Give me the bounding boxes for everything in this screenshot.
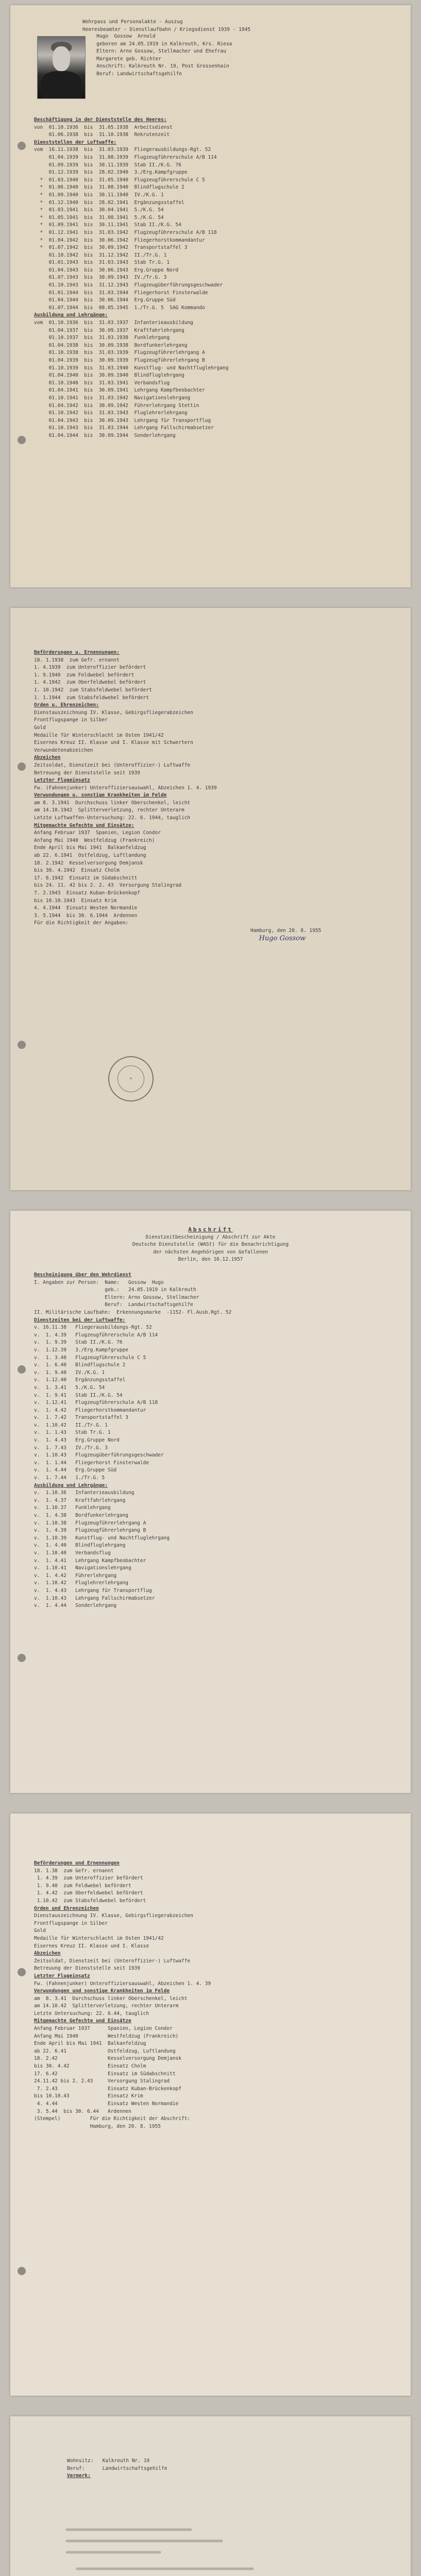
- text-line: Eltern: Arno Gossow, Stellmacher und Ehefrau: [88, 48, 226, 55]
- text-line: 17. 6.42 Einsatz im Südabschnitt: [34, 2071, 176, 2077]
- text-line: vom 01.10.1936 bis 31.03.1937 Infanterieausbildung: [34, 320, 193, 326]
- text-line: 01.10.1943 bis 31.12.1943 Flugzeugüberführungsgeschwader: [34, 282, 223, 289]
- text-line: Medaille für Winterschlacht im Osten 1941/42: [34, 1935, 164, 1941]
- text-line: am 8. 3.41 Durchschuss linker Oberschenkel, leicht: [34, 1995, 188, 2002]
- text-line: 01.01.1943 bis 31.03.1943 Stab Tr.G. 1: [34, 260, 170, 266]
- text-line: v. 1.10.43 Lehrgang Fallschirmabsetzer: [34, 1595, 155, 1601]
- text-line: * 01.09.1940 bis 30.11.1940 IV./K.G. 1: [34, 192, 164, 198]
- text-line: 7. 2.1943 Einsatz Kuban-Brückenkopf: [34, 890, 140, 896]
- text-line: Beruf: Landwirtschaftsgehilfe: [34, 1302, 193, 1308]
- text-line: 01.04.1944 bis 30.09.1944 Sonderlehrgang: [34, 432, 176, 438]
- text-line: Anfang Februar 1937 Spanien, Legion Condor: [34, 830, 161, 836]
- text-line: 01.04.1941 bis 30.09.1941 Lehrgang Kampfbeobachter: [34, 387, 205, 394]
- page-body: [88, 33, 395, 78]
- header-line: Dienstzeitbescheinigung / Abschrift zur Akte: [145, 1234, 276, 1240]
- section-heading: Orden u. Ehrenzeichen:: [34, 702, 99, 708]
- text-line: 1. 4.1942 zum Oberfeldwebel befördert: [34, 680, 146, 686]
- text-line: 01.06.1938 bis 31.10.1938 Rekrutenzeit: [34, 132, 170, 138]
- text-line: Für die Richtigkeit der Angaben:: [34, 920, 129, 926]
- text-line: Frontflugspange in Silber: [34, 717, 108, 723]
- document-page-3: [10, 1211, 411, 1793]
- portrait-face: [53, 46, 70, 71]
- text-line: geboren am 24.05.1919 in Kalkreuth, Krs. Riesa: [88, 41, 232, 47]
- text-line: (Stempel) Für die Richtigkeit der Abschrift:: [34, 2116, 191, 2122]
- text-line: am 8. 3.1941 Durchschuss linker Oberschenkel, leicht: [34, 800, 191, 806]
- section-heading: Abzeichen: [34, 755, 61, 761]
- text-line: v. 1. 4.39 Flugzeugführerschule A/B 114: [34, 1332, 158, 1338]
- section-heading: Orden und Ehrenzeichen: [34, 1905, 99, 1911]
- text-line: Letzte Untersuchung: 22. 6.44, tauglich: [34, 2010, 149, 2016]
- page-body-main: [34, 116, 395, 440]
- text-line: 01.10.1941 bis 31.03.1942 Navigationslehrgang: [34, 395, 191, 401]
- punch-hole: [18, 1041, 26, 1049]
- section-heading: Abzeichen: [34, 1951, 61, 1957]
- text-line: Hamburg, den 20. 8. 1955: [250, 927, 322, 934]
- text-line: v. 1. 1.44 Fliegerhorst Finsterwalde: [34, 1460, 149, 1466]
- text-line: Eisernes Kreuz II. Klasse und I. Klasse: [34, 1943, 149, 1949]
- page-body: [67, 2458, 390, 2480]
- section-heading: Letzter Flugeinsatz: [34, 777, 90, 784]
- text-line: v. 1.10.42 II./Tr.G. 1: [34, 1422, 108, 1428]
- text-line: v. 1. 3.41 5./K.G. 54: [34, 1384, 105, 1391]
- text-line: Anschrift: Kalkreuth Nr. 19, Post Grossenhain: [88, 63, 229, 70]
- text-line: bis 30. 4.42 Einsatz Cholm: [34, 2063, 146, 2070]
- page-header: [82, 19, 390, 33]
- document-page-4: [10, 1814, 411, 2396]
- text-line: 1. 4.1939 zum Unteroffizier befördert: [34, 665, 146, 671]
- text-line: 3. 5.44 bis 30. 6.44 Ardennen: [34, 2108, 131, 2114]
- text-line: v. 1.10.40 Verbandsflug: [34, 1550, 111, 1556]
- section-heading: Vermerk:: [67, 2473, 91, 2479]
- text-line: 01.04.1939 bis 30.09.1939 Flugzeugführerlehrgang B: [34, 358, 205, 363]
- text-line: Zeitsoldat, Dienstzeit bei (Unteroffizier-) Luftwaffe: [34, 1958, 191, 1964]
- text-line: v. 1. 9.41 Stab II./K.G. 54: [34, 1392, 123, 1398]
- page-title-block: [31, 1226, 390, 1264]
- text-line: 1. 4.39 zum Unteroffizier befördert: [34, 1875, 143, 1882]
- faded-text-block: [57, 2519, 380, 2576]
- section-heading: Letzter Flugeinsatz: [34, 1973, 90, 1979]
- text-line: Anfang Mai 1940 Westfeldzug (Frankreich): [34, 837, 155, 843]
- header-line: Berlin, den 10.12.1957: [178, 1257, 243, 1263]
- text-line: am 14.10.42 Splitterverletzung, rechter Unterarm: [34, 2003, 179, 2009]
- text-line: * 01.04.1942 bis 30.06.1942 Fliegerhorstkommandantur: [34, 237, 205, 243]
- text-line: 18. 1.1938 zum Gefr. ernannt: [34, 657, 120, 663]
- document-page-2: [10, 608, 411, 1190]
- text-line: 1.10.42 zum Stabsfeldwebel befördert: [34, 1897, 146, 1904]
- portrait-photo: [37, 36, 86, 99]
- text-line: Fw. (Fahnenjunker) Unteroffiziersauswahl, Abzeichen 1. 4. 39: [34, 1980, 211, 1987]
- section-heading: Ausbildung und Lehrgänge:: [34, 312, 108, 318]
- text-line: v. 1.10.41 Navigationslehrgang: [34, 1565, 131, 1571]
- text-line: Dienstauszeichnung IV. Klasse, Gebirgsfliegerabzeichen: [34, 1913, 193, 1919]
- text-line: Betreuung der Dienststelle seit 1939: [34, 770, 140, 776]
- text-line: v. 1. 6.40 Blindflugschule 2: [34, 1362, 126, 1368]
- text-line: II. Militärische Laufbahn: Erkennungsmarke -1152- Fl.Ausb.Rgt. 52: [34, 1309, 232, 1315]
- text-line: v. 1.12.40 Ergänzungsstaffel: [34, 1377, 126, 1383]
- text-line: Letzte Luftwaffen-Untersuchung: 22. 6. 1944, tauglich: [34, 815, 191, 821]
- text-line: v. 1. 4.43 Lehrgang für Transportflug: [34, 1587, 152, 1594]
- text-line: geb.: 24.05.1919 in Kalkreuth: [34, 1287, 196, 1293]
- text-line: 01.10.1938 bis 31.03.1939 Flugzeugführerlehrgang A: [34, 350, 205, 356]
- text-line: 17. 6.1942 Einsatz im Südabschnitt: [34, 875, 138, 881]
- text-line: v. 1. 4.37 Kraftfahrlehrgang: [34, 1497, 126, 1503]
- text-line: Gold: [34, 724, 46, 731]
- text-line: v. 1. 4.38 Bordfunkerlehrgang: [34, 1513, 129, 1518]
- document-page-5: [10, 2416, 411, 2576]
- text-line: v. 1. 7.43 IV./Tr.G. 3: [34, 1445, 108, 1451]
- punch-hole: [18, 142, 26, 150]
- header-line: Wehrpass und Personalakte - Auszug: [82, 19, 183, 25]
- page-body: [34, 649, 395, 942]
- text-line: v. 1.10.37 Funklehrgang: [34, 1505, 111, 1511]
- text-line: v. 1. 4.44 Sonderlehrgang: [34, 1603, 117, 1609]
- text-line: v. 1. 4.44 Erg.Gruppe Süd: [34, 1467, 117, 1473]
- text-line: 01.09.1939 bis 30.11.1939 Stab II./K.G. 76: [34, 162, 181, 168]
- text-line: v. 1. 9.39 Stab II./K.G. 76: [34, 1340, 123, 1346]
- section-heading: Dienststellen der Luftwaffe:: [34, 139, 117, 145]
- text-line: Hamburg, den 20. 8. 1955: [34, 2123, 161, 2129]
- text-line: Margarete geb. Richter: [88, 56, 161, 62]
- text-line: 01.07.1944 bis 08.05.1945 1./Tr.G. 5 SAG Kommando: [34, 304, 205, 311]
- text-line: Eltern: Arno Gossow, Stellmacher: [34, 1294, 199, 1300]
- portrait-uniform: [41, 71, 81, 98]
- text-line: v. 1.10.43 Flugzeugüberführungsgeschwader: [34, 1452, 164, 1459]
- text-line: Anfang Februar 1937 Spanien, Legion Condor: [34, 2026, 173, 2032]
- punch-hole: [18, 762, 26, 771]
- header-line: Deutsche Dienststelle (WASt) für die Benachrichtigung: [132, 1242, 289, 1248]
- text-line: 4. 4.1944 Einsatz Westen Normandie: [34, 905, 138, 911]
- page-body: [34, 1272, 395, 1610]
- text-line: v. 1.10.38 Flugzeugführerlehrgang A: [34, 1520, 146, 1526]
- text-line: 01.10.1943 bis 31.03.1944 Lehrgang Fallschirmabsetzer: [34, 425, 214, 431]
- text-line: Eisernes Kreuz II. Klasse und I. Klasse mit Schwertern: [34, 740, 193, 746]
- official-stamp: [108, 1056, 154, 1101]
- text-line: v. 1. 4.42 Fliegerhorstkommandantur: [34, 1407, 146, 1413]
- text-line: v. 1. 3.40 Flugzeugführerschule C 5: [34, 1354, 146, 1361]
- text-line: Beruf: Landwirtschaftsgehilfe: [88, 71, 182, 77]
- text-line: 01.04.1940 bis 30.09.1940 Blindfluglehrgang: [34, 372, 184, 379]
- text-line: v. 1.12.41 Flugzeugführerschule A/B 118: [34, 1400, 158, 1406]
- text-line: 01.04.1944 bis 30.06.1944 Erg.Gruppe Süd: [34, 297, 176, 303]
- text-line: 01.04.1939 bis 31.08.1939 Flugzeugführerschule A/B 114: [34, 154, 217, 160]
- text-line: 7. 2.43 Einsatz Kuban-Brückenkopf: [34, 2086, 181, 2092]
- text-line: 1. 9.1940 zum Feldwebel befördert: [34, 672, 134, 678]
- text-line: v. 16.11.38 Fliegerausbildungs-Rgt. 52: [34, 1325, 152, 1331]
- page-body: [34, 1860, 395, 2130]
- text-line: * 01.05.1941 bis 31.08.1941 5./K.G. 54: [34, 214, 164, 221]
- text-line: 01.10.1942 bis 31.12.1942 II./Tr.G. 1: [34, 252, 167, 258]
- text-line: 1. 1.1944 zum Stabsfeldwebel befördert: [34, 694, 149, 701]
- text-line: Ende April bis Mai 1941 Balkanfeldzug: [34, 845, 146, 851]
- text-line: v. 1.10.39 Kunstflug- und Nachtfluglehrgang: [34, 1535, 170, 1541]
- punch-hole: [18, 436, 26, 444]
- text-line: Fw. (Fahnenjunker) Unteroffiziersauswahl, Abzeichen 1. 4. 1939: [34, 785, 217, 791]
- text-line: bis 10.10.43 Einsatz Krim: [34, 2093, 143, 2099]
- text-line: 18. 2.1942 Kesselversorgung Demjansk: [34, 860, 143, 866]
- faded-writing: [57, 2519, 366, 2576]
- text-line: * 01.03.1941 bis 30.04.1941 5./K.G. 54: [34, 207, 164, 213]
- text-line: 3. 5.1944 bis 30. 6.1944 Ardennen: [34, 912, 138, 919]
- section-heading: Beschäftigung in der Dienststelle des Heeres:: [34, 117, 167, 123]
- punch-hole: [18, 1365, 26, 1374]
- text-line: bis 30. 4.1942 Einsatz Cholm: [34, 868, 120, 874]
- text-line: Verwundetenabzeichen: [34, 747, 93, 753]
- text-line: * 01.06.1940 bis 31.08.1940 Blindflugschule 2: [34, 184, 184, 191]
- text-line: von 01.10.1936 bis 31.05.1938 Arbeitsdienst: [34, 124, 173, 130]
- text-line: 01.04.1943 bis 30.09.1943 Lehrgang für Transportflug: [34, 417, 211, 423]
- text-line: 24.11.42 bis 2. 2.43 Versorgung Stalingrad: [34, 2078, 170, 2084]
- section-heading: Beförderungen u. Ernennungen:: [34, 650, 120, 655]
- text-line: v. 1.10.42 Fluglehrerlehrgang: [34, 1580, 129, 1586]
- text-line: ab 22. 6.41 Ostfeldzug, Luftlandung: [34, 2048, 176, 2054]
- text-line: ab 22. 6.1941 Ostfeldzug, Luftlandung: [34, 853, 146, 859]
- text-line: 01.10.1940 bis 31.03.1941 Verbandsflug: [34, 380, 170, 386]
- text-line: Zeitsoldat, Dienstzeit bei (Unteroffizier-) Luftwaffe: [34, 762, 191, 768]
- page-title: Abschrift: [188, 1226, 233, 1233]
- section-heading: Ausbildung und Lehrgänge:: [34, 1482, 108, 1488]
- text-line: am 14.10.1942 Splitterverletzung, rechter Unterarm: [34, 807, 184, 814]
- text-line: 01.04.1937 bis 30.09.1937 Kraftfahrlehrgang: [34, 327, 184, 333]
- header-line: der nächsten Angehörigen von Gefallenen: [153, 1249, 268, 1255]
- text-line: 1. 10.1942 zum Stabsfeldwebel befördert: [34, 687, 152, 693]
- text-line: 18. 2.42 Kesselversorgung Demjansk: [34, 2056, 181, 2062]
- section-heading: Verwundungen u. sonstige Krankheiten im Felde: [34, 792, 167, 799]
- text-line: Ende April bis Mai 1941 Balkanfeldzug: [34, 2041, 146, 2047]
- text-line: * 01.03.1940 bis 31.05.1940 Flugzeugführerschule C 5: [34, 177, 205, 183]
- text-line: Beruf: Landwirtschaftsgehilfe: [67, 2465, 167, 2471]
- text-line: v. 1. 4.39 Flugzeugführerlehrgang B: [34, 1528, 146, 1534]
- header-line: Heeresbeamter - Dienstlaufbahn / Kriegsdienst 1939 - 1945: [82, 26, 251, 32]
- text-line: * 01.09.1941 bis 30.11.1941 Stab II./K.G. 54: [34, 222, 181, 228]
- text-line: 01.10.1942 bis 31.03.1943 Fluglehrerlehrgang: [34, 410, 188, 416]
- text-line: 01.07.1943 bis 30.09.1943 IV./Tr.G. 3: [34, 275, 167, 281]
- text-line: bis 24. 11. 42 bis 2. 2. 43 Versorgung Stalingrad: [34, 883, 181, 889]
- text-line: v. 1. 7.42 Transportstaffel 3: [34, 1415, 129, 1421]
- text-line: v. 1. 4.42 Führerlehrgang: [34, 1572, 117, 1579]
- text-line: Betreuung der Dienststelle seit 1939: [34, 1965, 140, 1972]
- section-heading: Verwundungen und sonstige Krankheiten im Felde: [34, 1988, 170, 1994]
- text-line: Wohnsitz: Kalkreuth Nr. 19: [67, 2458, 150, 2464]
- text-line: * 01.12.1940 bis 28.02.1941 Ergänzungsstaffel: [34, 199, 184, 206]
- section-heading: Dienstzeiten bei der Luftwaffe:: [34, 1317, 126, 1323]
- text-line: v. 1. 1.43 Stab Tr.G. 1: [34, 1430, 111, 1436]
- section-heading: Mitgemachte Gefechte und Einsätze:: [34, 822, 134, 828]
- text-line: v. 1. 4.43 Erg.Gruppe Nord: [34, 1437, 120, 1444]
- punch-hole: [18, 1654, 26, 1662]
- text-line: * 01.12.1941 bis 31.03.1942 Flugzeugführerschule A/B 118: [34, 229, 217, 235]
- section-heading: Bescheinigung über den Wehrdienst: [34, 1272, 131, 1278]
- signature-line: Hugo Gossow: [250, 935, 306, 942]
- document-page-1: [10, 5, 411, 587]
- text-line: v. 1.12.39 3./Erg.Kampfgruppe: [34, 1347, 129, 1353]
- text-line: 01.04.1943 bis 30.06.1943 Erg.Gruppe Nord: [34, 267, 179, 273]
- section-heading: Mitgemachte Gefechte und Einsätze: [34, 2018, 131, 2024]
- text-line: 01.01.1944 bis 31.03.1944 Fliegerhorst Finsterwalde: [34, 290, 208, 296]
- text-line: v. 1. 7.44 1./Tr.G. 5: [34, 1475, 105, 1481]
- text-line: vom 16.11.1938 bis 31.03.1939 Fliegerausbildungs-Rgt. 52: [34, 147, 211, 153]
- text-line: 01.04.1942 bis 30.09.1942 Führerlehrgang Stettin: [34, 402, 199, 409]
- text-line: Medaille für Winterschlacht im Osten 1941/42: [34, 732, 164, 738]
- text-line: Frontflugspange in Silber: [34, 1920, 108, 1926]
- text-line: 01.04.1938 bis 30.09.1938 Bordfunkerlehrgang: [34, 342, 188, 348]
- text-line: v. 1. 4.40 Blindfluglehrgang: [34, 1543, 126, 1549]
- text-line: 01.10.1937 bis 31.03.1938 Funklehrgang: [34, 335, 170, 341]
- text-line: bis 10.10.1943 Einsatz Krim: [34, 897, 117, 904]
- text-line: 1. 4.42 zum Oberfeldwebel befördert: [34, 1890, 143, 1896]
- text-line: Gold: [34, 1928, 46, 1934]
- punch-hole: [18, 2267, 26, 2275]
- text-line: 1. 9.40 zum Feldwebel befördert: [34, 1883, 131, 1889]
- text-line: Dienstauszeichnung IV. Klasse, Gebirgsfliegerabzeichen: [34, 709, 193, 716]
- text-line: v. 1. 9.40 IV./K.G. 1: [34, 1369, 105, 1376]
- text-line: v. 1.10.36 Infanterieausbildung: [34, 1490, 134, 1496]
- punch-hole: [18, 1968, 26, 1976]
- text-line: I. Angaben zur Person: Name: Gossow Hugo: [34, 1279, 164, 1285]
- text-line: 18. 1.38 zum Gefr. ernannt: [34, 1868, 114, 1874]
- text-line: 01.10.1939 bis 31.03.1940 Kunstflug- und Nachtfluglehrgang: [34, 365, 229, 371]
- stamp-eagle-icon: ✠: [117, 1065, 144, 1092]
- text-line: * 01.07.1942 bis 30.09.1942 Transportstaffel 3: [34, 245, 188, 251]
- text-line: Anfang Mai 1940 Westfeldzug (Frankreich): [34, 2033, 179, 2039]
- text-line: 01.12.1939 bis 28.02.1940 3./Erg.Kampfgruppe: [34, 170, 188, 176]
- text-line: v. 1. 4.41 Lehrgang Kampfbeobachter: [34, 1557, 146, 1564]
- text-line: 4. 4.44 Einsatz Westen Normandie: [34, 2101, 179, 2107]
- section-heading: Beförderungen und Ernennungen: [34, 1860, 120, 1866]
- text-line: Hugo Gossow Arnold: [88, 33, 156, 39]
